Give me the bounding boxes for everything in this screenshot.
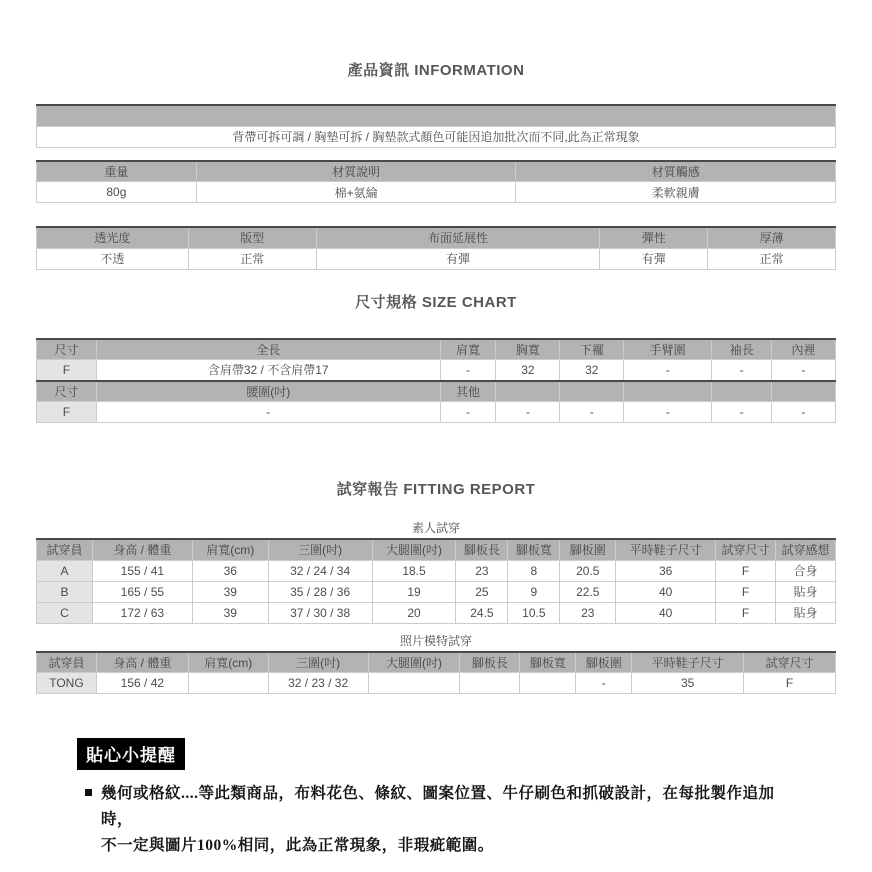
table-header-cell: [712, 381, 772, 402]
table-header-cell: 三圍(吋): [268, 539, 372, 560]
table-cell: 含肩帶32 / 不含肩帶17: [96, 360, 440, 381]
table-cell: 35 / 28 / 36: [268, 581, 372, 602]
table-header-cell: 布面延展性: [316, 227, 600, 248]
table-header-cell: 試穿尺寸: [744, 652, 836, 673]
table-cell: 有彈: [316, 248, 600, 269]
table-cell: F: [744, 673, 836, 694]
table-cell: 37 / 30 / 38: [268, 602, 372, 623]
table-cell: 35: [632, 673, 744, 694]
table-cell: 18.5: [372, 560, 456, 581]
table-cell: -: [560, 402, 624, 423]
table-cell: B: [37, 581, 93, 602]
table-cell: [520, 673, 576, 694]
table-header-cell: 身高 / 體重: [92, 539, 192, 560]
table-header-cell: 胸寬: [496, 339, 560, 360]
table-header-cell: 腳板寬: [520, 652, 576, 673]
table-cell: TONG: [37, 673, 97, 694]
table-cell: -: [576, 673, 632, 694]
table-header-cell: 身高 / 體重: [96, 652, 188, 673]
table-cell: -: [712, 402, 772, 423]
material-spec-table: [36, 160, 836, 204]
table-header-cell: 試穿尺寸: [716, 539, 776, 560]
table-cell: 貼身: [776, 602, 836, 623]
table: [36, 538, 836, 624]
page-title-information: 產品資訊 INFORMATION: [347, 62, 525, 79]
table-header-cell: 內裡: [772, 339, 836, 360]
table-row: [37, 248, 836, 269]
table-header-cell: 三圍(吋): [268, 652, 368, 673]
table-header-cell: 腰圍(吋): [96, 381, 440, 402]
model-fitting-table: [36, 651, 836, 695]
table-cell: 有彈: [600, 248, 708, 269]
table-header-cell: 透光度: [37, 227, 189, 248]
page-title-fitting-report: 試穿報告 FITTING REPORT: [336, 481, 536, 498]
reminder-section: [36, 738, 836, 770]
table-cell: F: [716, 581, 776, 602]
table-cell: 合身: [776, 560, 836, 581]
table-header-cell: 尺寸: [37, 339, 97, 360]
table-cell: 23: [560, 602, 616, 623]
table-header-cell: 腳板圍: [576, 652, 632, 673]
table-header-cell: [624, 381, 712, 402]
table-header-row: [37, 161, 836, 182]
table-header-cell: 大腿圍(吋): [372, 539, 456, 560]
table-cell: 36: [616, 560, 716, 581]
table-cell: 8: [508, 560, 560, 581]
table-row: [37, 560, 836, 581]
notice-line-1: 幾何或格紋....等此類商品，布料花色、條紋、圖案位置、牛仔刷色和抓破設計，在每批製作追加時，: [101, 785, 775, 828]
table-header-cell: 手臂圍: [624, 339, 712, 360]
table-row: [37, 360, 836, 381]
table-cell: 正常: [188, 248, 316, 269]
table-row: [37, 402, 836, 423]
table-cell: 80g: [37, 182, 197, 203]
table-cell: -: [440, 360, 496, 381]
table-header-cell: 平時鞋子尺寸: [616, 539, 716, 560]
table-cell: 24.5: [456, 602, 508, 623]
table-cell: 20: [372, 602, 456, 623]
table-header-row: [37, 652, 836, 673]
table-cell: F: [37, 402, 97, 423]
table-header-row: [37, 381, 836, 402]
table-cell: 39: [192, 581, 268, 602]
table-cell: 19: [372, 581, 456, 602]
model-fitting-label: 照片模特試穿: [399, 633, 472, 648]
table-cell: 背帶可拆可調 / 胸墊可拆 / 胸墊款式顏色可能因追加批次而不同,此為正常現象: [37, 126, 836, 147]
table-cell: 155 / 41: [92, 560, 192, 581]
table-cell: -: [96, 402, 440, 423]
table-cell: A: [37, 560, 93, 581]
table-cell: 32 / 24 / 34: [268, 560, 372, 581]
page-title-size-chart: 尺寸規格 SIZE CHART: [355, 293, 517, 311]
table-cell: 棉+氨綸: [196, 182, 516, 203]
table-header-row: [37, 227, 836, 248]
table-cell: -: [712, 360, 772, 381]
table-cell: -: [624, 402, 712, 423]
table-cell: 32 / 23 / 32: [268, 673, 368, 694]
table-cell: C: [37, 602, 93, 623]
table: [36, 338, 836, 424]
table-header-cell: 腳板圍: [560, 539, 616, 560]
table-header-cell: 版型: [188, 227, 316, 248]
table-cell: F: [716, 602, 776, 623]
table-header-cell: 肩寬(cm): [188, 652, 268, 673]
table-header-cell: 尺寸: [37, 381, 97, 402]
table-row: [37, 673, 836, 694]
size-chart-table: [36, 338, 836, 424]
table-header-row: [37, 339, 836, 360]
table: [36, 651, 836, 695]
bullet-square-icon: [85, 789, 92, 796]
table-cell: 39: [192, 602, 268, 623]
table-cell: 156 / 42: [96, 673, 188, 694]
table-cell: 32: [496, 360, 560, 381]
table-header-cell: 試穿員: [37, 652, 97, 673]
table-header-cell: 試穿感想: [776, 539, 836, 560]
table-header-cell: 平時鞋子尺寸: [632, 652, 744, 673]
table-cell: F: [716, 560, 776, 581]
table-cell: -: [624, 360, 712, 381]
table-cell: 10.5: [508, 602, 560, 623]
table-cell: [188, 673, 268, 694]
table-header-cell: 試穿員: [37, 539, 93, 560]
table-cell: 20.5: [560, 560, 616, 581]
table-cell: 正常: [708, 248, 836, 269]
table-cell: 9: [508, 581, 560, 602]
table-header-cell: 全長: [96, 339, 440, 360]
table-header-row: [37, 539, 836, 560]
table-header-cell: 袖長: [712, 339, 772, 360]
table: [36, 160, 836, 204]
table-cell: 32: [560, 360, 624, 381]
table-row: [37, 126, 836, 147]
table: [36, 104, 836, 148]
regular-fitting-label: 素人試穿: [411, 521, 460, 535]
table-header-cell: 彈性: [600, 227, 708, 248]
table-cell: 40: [616, 581, 716, 602]
table-header-cell: 材質說明: [196, 161, 516, 182]
table-header-cell: 下襬: [560, 339, 624, 360]
table-cell: 36: [192, 560, 268, 581]
table-cell: 165 / 55: [92, 581, 192, 602]
table-cell: 不透: [37, 248, 189, 269]
notice-section: [36, 781, 836, 859]
table-cell: [368, 673, 460, 694]
table-cell: -: [440, 402, 496, 423]
table-header-cell: 腳板寬: [508, 539, 560, 560]
table-cell: 23: [456, 560, 508, 581]
table-header-cell: 材質觸感: [516, 161, 836, 182]
notice-text: [101, 781, 796, 859]
table-header-cell: 厚薄: [708, 227, 836, 248]
table-header-cell: 腳板長: [460, 652, 520, 673]
notice-line-2: 不一定與圖片100%相同，此為正常現象，非瑕疵範圍。: [101, 837, 494, 854]
table-header-cell: 肩寬: [440, 339, 496, 360]
table-header-cell: [37, 105, 836, 126]
regular-fitting-table: [36, 538, 836, 624]
table-row: [37, 182, 836, 203]
table-cell: -: [772, 402, 836, 423]
table-header-row: [37, 105, 836, 126]
table-header-cell: 重量: [37, 161, 197, 182]
reminder-badge: 貼心小提醒: [77, 738, 185, 770]
table-cell: F: [37, 360, 97, 381]
fabric-spec-table: [36, 226, 836, 270]
table-cell: 172 / 63: [92, 602, 192, 623]
table-cell: [460, 673, 520, 694]
table-header-cell: 腳板長: [456, 539, 508, 560]
info-notice-table: [36, 104, 836, 148]
table-row: [37, 602, 836, 623]
table-cell: 25: [456, 581, 508, 602]
table-cell: 貼身: [776, 581, 836, 602]
table-cell: 40: [616, 602, 716, 623]
table-cell: 柔軟親膚: [516, 182, 836, 203]
table: [36, 226, 836, 270]
table-cell: -: [772, 360, 836, 381]
table-row: [37, 581, 836, 602]
table-cell: 22.5: [560, 581, 616, 602]
table-header-cell: 肩寬(cm): [192, 539, 268, 560]
table-header-cell: [560, 381, 624, 402]
table-cell: -: [496, 402, 560, 423]
table-header-cell: 其他: [440, 381, 496, 402]
table-header-cell: [496, 381, 560, 402]
table-header-cell: 大腿圍(吋): [368, 652, 460, 673]
table-header-cell: [772, 381, 836, 402]
